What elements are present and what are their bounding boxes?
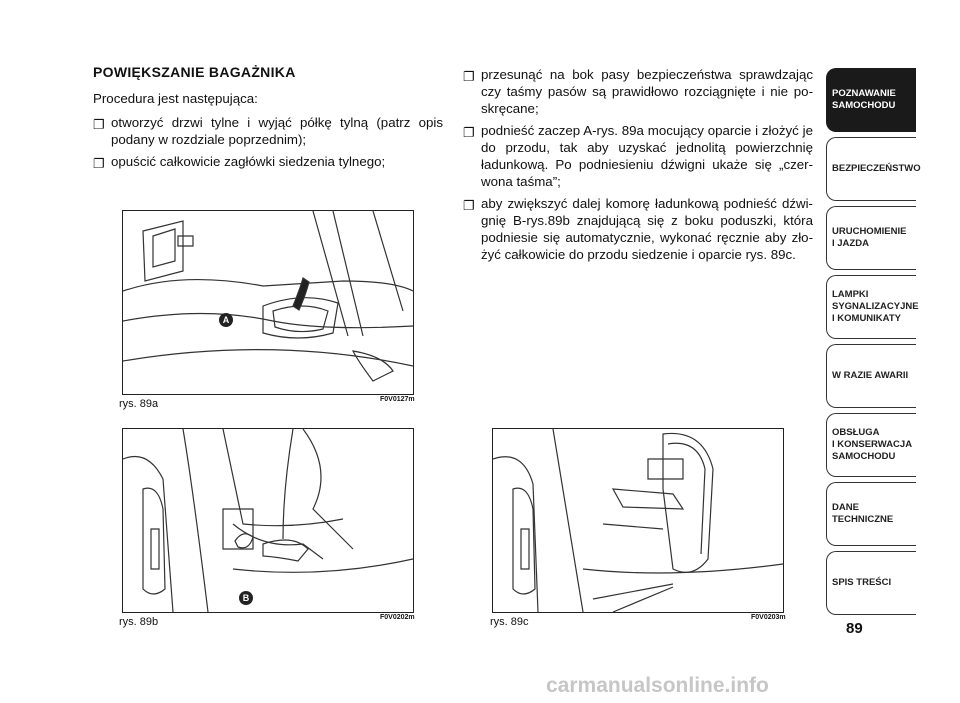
figure-code: F0V0202m — [380, 614, 415, 621]
marker-a: A — [219, 313, 233, 327]
watermark: carmanualsonline.info — [546, 674, 769, 697]
checkbox-bullet-icon: ❐ — [463, 198, 475, 213]
intro-text: Procedura jest następująca: — [93, 91, 258, 106]
figure-caption: rys. 89c — [490, 616, 529, 628]
list-item — [463, 122, 813, 190]
tab-bezpieczenstwo[interactable]: BEZPIECZEŃSTWO — [826, 137, 916, 201]
section-title: POWIĘKSZANIE BAGAŻNIKA — [93, 64, 296, 80]
checkbox-bullet-icon: ❐ — [93, 156, 105, 171]
left-bullet-list — [93, 114, 443, 175]
bullet-text: aby zwiększyć dalej komorę ładunkową podnieść dźwi-gnię B-rys.89b znajdującą się z boku poduszki, która podniesie się automatycznie, wykonać ręcznie aby zło-żyć całkowicie do przodu siedzenie i oparcie rys. 89c. — [481, 196, 813, 262]
list-item — [463, 66, 813, 117]
tab-lampki[interactable]: LAMPKI SYGNALIZACYJNE I KOMUNIKATY — [826, 275, 916, 339]
right-bullet-list — [463, 66, 813, 268]
tab-spis[interactable]: SPIS TREŚCI — [826, 551, 916, 615]
figure-code: F0V0127m — [380, 396, 415, 403]
tab-obsluga[interactable]: OBSŁUGA I KONSERWACJA SAMOCHODU — [826, 413, 916, 477]
marker-b: B — [239, 591, 253, 605]
page-number: 89 — [846, 620, 863, 637]
list-item — [93, 114, 443, 148]
checkbox-bullet-icon: ❐ — [93, 117, 105, 132]
figure-code: F0V0203m — [751, 614, 786, 621]
figure-89c — [492, 428, 784, 613]
tab-dane[interactable]: DANE TECHNICZNE — [826, 482, 916, 546]
bullet-text: otworzyć drzwi tylne i wyjąć półkę tylną (patrz opis podany w rozdziale poprzednim); — [111, 115, 443, 147]
list-item — [93, 153, 443, 170]
figure-89b — [122, 428, 414, 613]
tab-uruchomienie[interactable]: URUCHOMIENIE I JAZDA — [826, 206, 916, 270]
tab-awarie[interactable]: W RAZIE AWARII — [826, 344, 916, 408]
bullet-text: opuścić całkowicie zagłówki siedzenia tylnego; — [111, 154, 386, 169]
tab-poznawanie[interactable]: POZNAWANIE SAMOCHODU — [826, 68, 916, 132]
bullet-text: podnieść zaczep A-rys. 89a mocujący oparcie i złożyć je do przodu, tak aby uzyskać jednolitą powierzchnię ładunkową. Po podniesieniu dźwigni ukaże się „czer-wona taśma”; — [481, 123, 813, 189]
figure-caption: rys. 89b — [119, 616, 159, 628]
checkbox-bullet-icon: ❐ — [463, 125, 475, 140]
bullet-text: przesunąć na bok pasy bezpieczeństwa sprawdzając czy taśmy pasów są prawidłowo rozciągnięte i nie po-skręcane; — [481, 67, 813, 116]
list-item — [463, 195, 813, 263]
checkbox-bullet-icon: ❐ — [463, 69, 475, 84]
figure-89a — [122, 210, 414, 395]
figure-caption: rys. 89a — [119, 398, 159, 410]
